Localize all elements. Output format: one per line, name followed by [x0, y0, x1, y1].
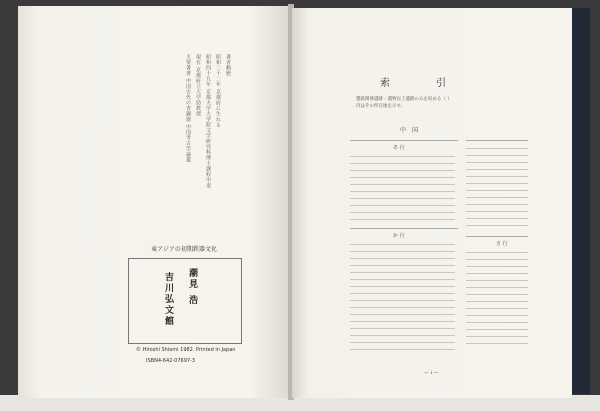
- right-page: [292, 8, 572, 398]
- rule-right-2: [466, 236, 528, 237]
- index-title: 索 引: [380, 78, 464, 89]
- isbn-line: ISBN4-642-07697-3: [146, 358, 196, 364]
- page-number: — i —: [424, 370, 439, 376]
- index-note: 製鉄関係遺跡・遺物以上遺跡のみを収める（ ）: [356, 97, 452, 102]
- colophon-book-title: 東アジアの初期鉄器文化: [151, 246, 217, 253]
- group-heading-ka: か 行: [393, 233, 405, 239]
- author-bio-line: 著者略歴: [225, 54, 231, 76]
- author-bio-line: 主要著書 中国古代の青銅器 中国考古学論叢: [185, 54, 191, 163]
- group-heading-sa: さ 行: [496, 241, 508, 247]
- colophon-publisher: 吉川弘文館: [163, 272, 173, 327]
- colophon-box: [128, 258, 242, 344]
- group-heading-a: あ 行: [393, 145, 405, 151]
- copyright-line: © Hiroshi Shiomi 1982. Printed in Japan: [136, 347, 236, 353]
- rule-left: [350, 140, 458, 141]
- index-section-china: 中 国: [400, 127, 419, 134]
- author-bio-line: 昭和四十九年 京都大学大学院文学研究科博士課程中退: [205, 54, 211, 189]
- author-bio-line: 現在 京都府立大学助教授: [195, 54, 201, 117]
- book-cover-edge: [572, 8, 590, 394]
- rule-right: [466, 140, 528, 141]
- author-bio-line: 昭和二十二年 京都府に生れる: [215, 54, 221, 128]
- index-note-2: 内はその所在地を示す。: [356, 104, 406, 109]
- rule-left-2: [350, 228, 458, 229]
- colophon-author: 潮見 浩: [187, 268, 197, 307]
